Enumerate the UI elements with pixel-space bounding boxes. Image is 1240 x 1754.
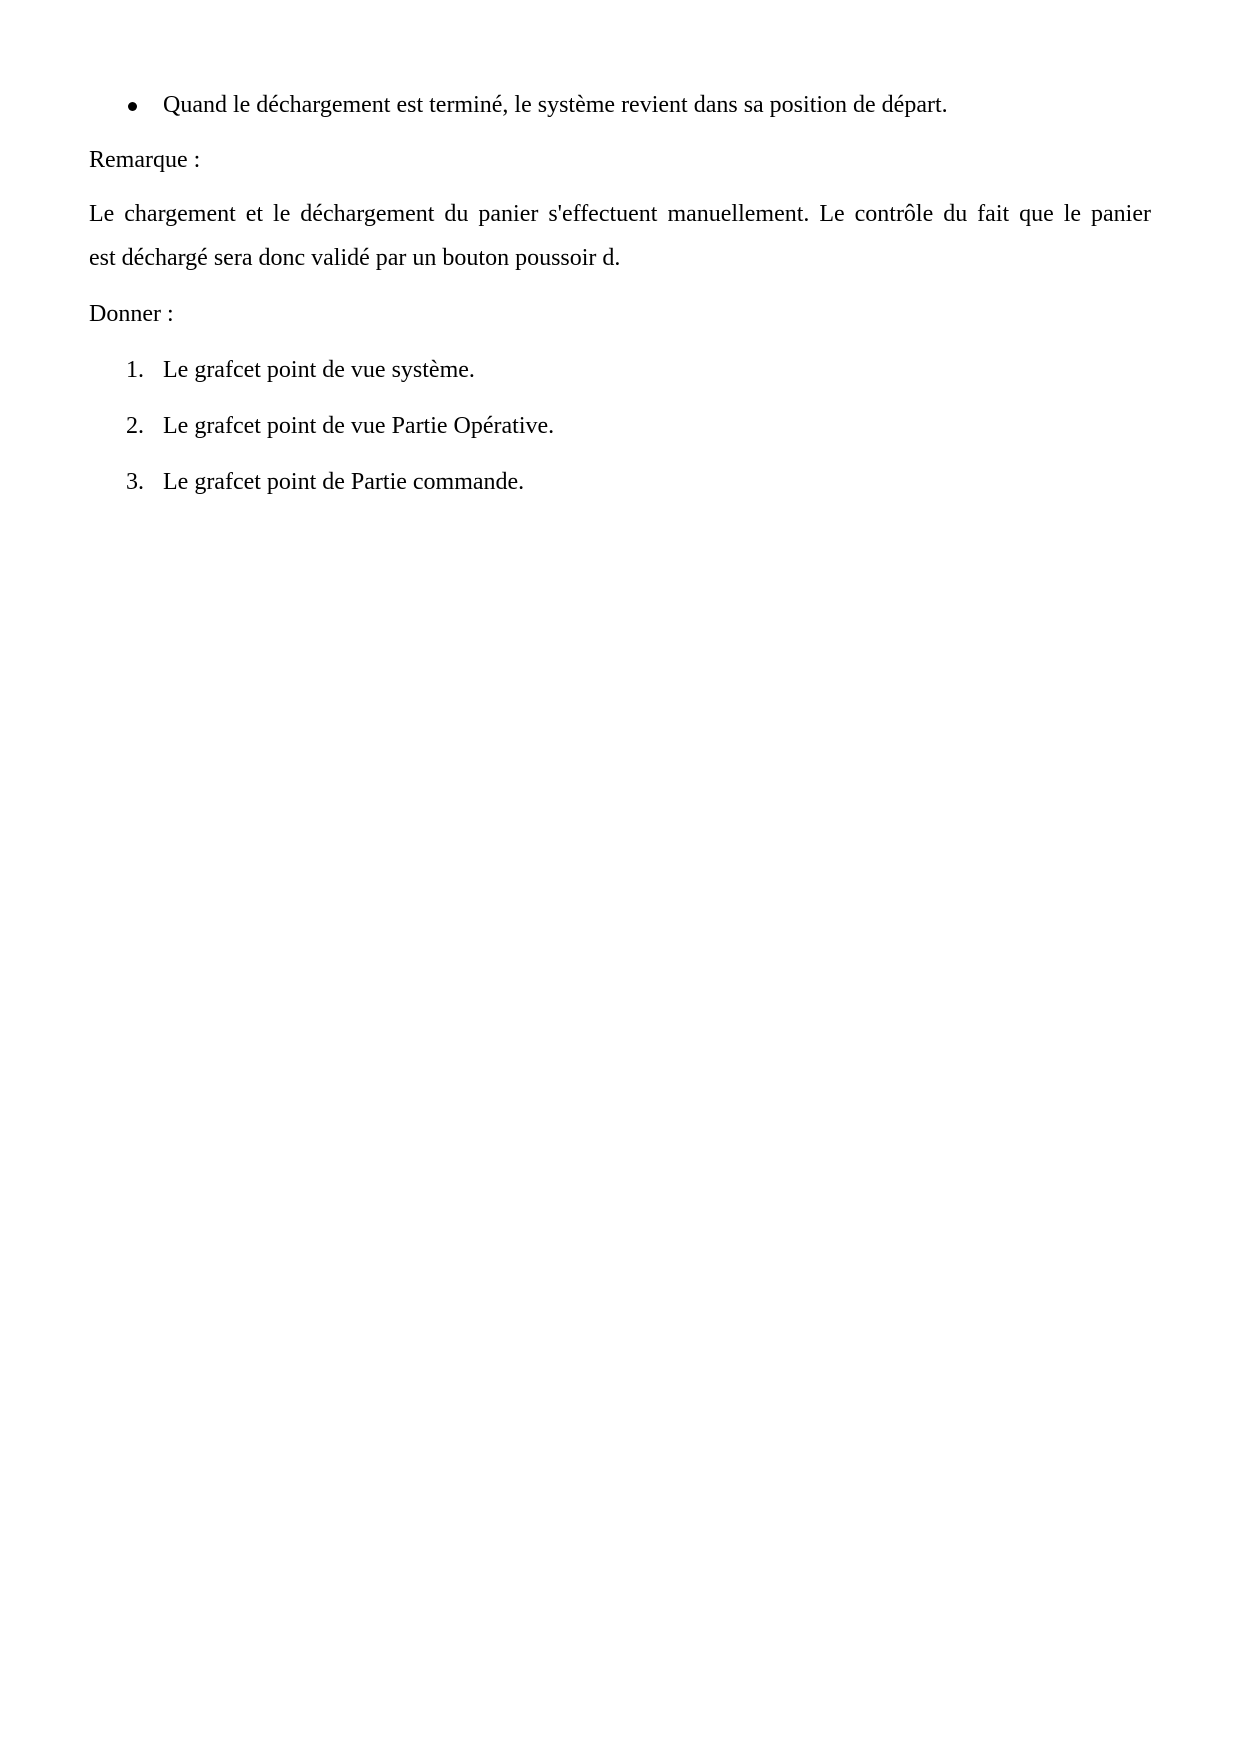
list-item-number: 2. <box>126 413 144 439</box>
list-item <box>0 404 1240 448</box>
bullet-list-item <box>0 83 1240 127</box>
list-item <box>0 348 1240 392</box>
remark-line-2: est déchargé sera donc validé par un bouton poussoir d. <box>89 245 621 271</box>
remark-line-1: Le chargement et le déchargement du panier s'effectuent manuellement. Le contrôle du fait que le panier <box>89 201 1151 227</box>
bullet-icon <box>128 102 137 111</box>
list-item-text: Le grafcet point de vue système. <box>163 357 475 383</box>
remark-paragraph <box>89 192 1151 280</box>
list-item-number: 1. <box>126 357 144 383</box>
list-item-number: 3. <box>126 469 144 495</box>
bullet-text: Quand le déchargement est terminé, le système revient dans sa position de départ. <box>163 92 948 118</box>
list-item-text: Le grafcet point de Partie commande. <box>163 469 525 495</box>
donner-heading: Donner : <box>89 301 174 327</box>
numbered-list <box>0 348 1240 516</box>
list-item <box>0 460 1240 504</box>
remark-heading: Remarque : <box>89 147 201 173</box>
list-item-text: Le grafcet point de vue Partie Opérative. <box>163 413 555 439</box>
